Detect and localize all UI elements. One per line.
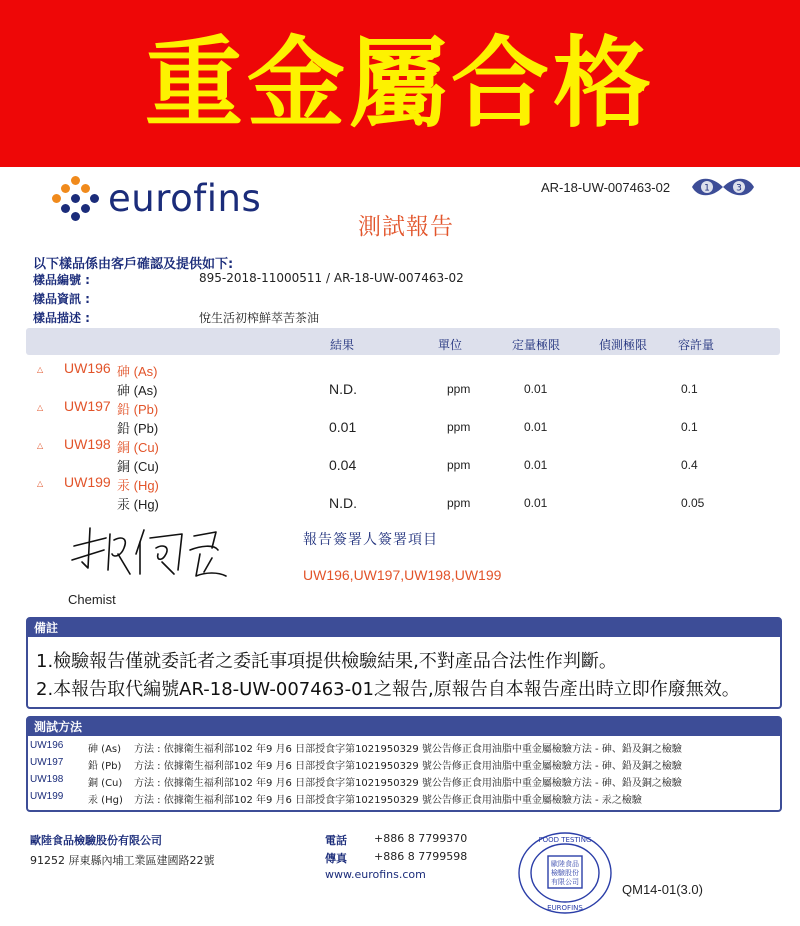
- analyte-name: 鉛 (Pb): [117, 421, 159, 436]
- test-name: 砷 (As): [117, 364, 158, 379]
- method-text: 方法 : 依據衛生福利部102 年9 月6 日部授食字第1021950329 號公告修正食用油脂中重金屬檢驗方法 - 砷、鉛及銅之檢驗: [134, 761, 682, 772]
- method-row: [28, 772, 780, 788]
- sample-desc-label: 樣品描述 :: [33, 311, 90, 325]
- method-text: 方法 : 依據衛生福利部102 年9 月6 日部授食字第1021950329 號公告修正食用油脂中重金屬檢驗方法 - 砷、鉛及銅之檢驗: [134, 778, 682, 789]
- method-analyte: 砷 (As): [88, 744, 122, 755]
- triangle-marker-icon: △: [37, 365, 44, 374]
- methods-title: 測試方法: [28, 718, 780, 736]
- note-line: 2.本報告取代編號AR-18-UW-007463-01之報告,原報告自本報告產出時立即作廢無效。: [36, 679, 740, 700]
- page-current: 1: [704, 183, 710, 194]
- unit-value: ppm: [447, 420, 471, 434]
- eurofins-logo: [52, 176, 261, 220]
- logo-dots-icon: [52, 176, 100, 220]
- sample-id-value: 895-2018-11000511 / AR-18-UW-007463-02: [199, 271, 464, 285]
- report-number: AR-18-UW-007463-02: [541, 180, 671, 195]
- method-code: UW198: [30, 774, 64, 785]
- col-result: 結果: [330, 338, 355, 352]
- analyte-name: 砷 (As): [117, 383, 158, 398]
- handwritten-signature: [66, 524, 246, 584]
- method-code: UW197: [30, 757, 64, 768]
- test-code: UW196: [64, 360, 111, 376]
- sample-desc-value: 悅生活初榨鮮萃苦茶油: [199, 311, 320, 325]
- limit-value: 0.1: [681, 382, 698, 396]
- test-code: UW197: [64, 398, 111, 414]
- sample-intro: 以下樣品係由客戶確認及提供如下:: [33, 257, 234, 272]
- col-lod: 偵測極限: [599, 338, 648, 352]
- method-analyte: 銅 (Cu): [88, 778, 123, 789]
- method-row: [28, 789, 780, 805]
- triangle-marker-icon: △: [37, 441, 44, 450]
- unit-value: ppm: [447, 458, 471, 472]
- footer-tel-label: 電話: [325, 834, 347, 847]
- lab-seal-stamp: [516, 830, 614, 916]
- svg-text:FOOD TESTING: FOOD TESTING: [538, 836, 592, 844]
- analyte-name: 汞 (Hg): [117, 497, 159, 512]
- test-code: UW199: [64, 474, 111, 490]
- form-code: QM14-01(3.0): [622, 882, 703, 897]
- col-limit: 容許量: [678, 338, 715, 352]
- method-row: [28, 738, 780, 754]
- footer-address: 91252 屏東縣內埔工業區建國路22號: [30, 854, 215, 867]
- method-code: UW199: [30, 791, 64, 802]
- method-analyte: 鉛 (Pb): [88, 761, 122, 772]
- method-code: UW196: [30, 740, 64, 751]
- footer-website: www.eurofins.com: [325, 868, 426, 881]
- svg-text:歐陸食品: 歐陸食品: [551, 860, 579, 868]
- page-total: 3: [736, 183, 742, 194]
- loq-value: 0.01: [524, 496, 548, 510]
- document-title: 測試報告: [358, 214, 454, 240]
- method-text: 方法 : 依據衛生福利部102 年9 月6 日部授食字第1021950329 號公告修正食用油脂中重金屬檢驗方法 - 汞之檢驗: [134, 795, 642, 806]
- note-line: 1.檢驗報告僅就委託者之委託事項提供檢驗結果,不對產品合法性作判斷。: [36, 651, 617, 672]
- triangle-marker-icon: △: [37, 479, 44, 488]
- test-name: 汞 (Hg): [117, 478, 159, 493]
- footer-tel: +886 8 7799370: [374, 832, 468, 845]
- signatory-title: 報告簽署人簽署項目: [303, 532, 438, 548]
- logo-wordmark: eurofins: [108, 176, 262, 220]
- sample-id-label: 樣品編號 :: [33, 273, 90, 287]
- loq-value: 0.01: [524, 382, 548, 396]
- svg-text:檢驗股份: 檢驗股份: [551, 869, 579, 877]
- signatory-items: UW196,UW197,UW198,UW199: [303, 567, 502, 583]
- result-value: N.D.: [329, 381, 357, 397]
- sample-info-label: 樣品資訊 :: [33, 292, 90, 306]
- method-row: [28, 755, 780, 771]
- svg-text:有限公司: 有限公司: [551, 878, 579, 886]
- test-name: 鉛 (Pb): [117, 402, 159, 417]
- analyte-name: 銅 (Cu): [117, 459, 159, 474]
- signatory-role: Chemist: [68, 592, 116, 607]
- triangle-marker-icon: △: [37, 403, 44, 412]
- limit-value: 0.4: [681, 458, 698, 472]
- svg-text:EUROFINS: EUROFINS: [547, 904, 583, 912]
- limit-value: 0.05: [681, 496, 705, 510]
- col-loq: 定量極限: [512, 338, 561, 352]
- loq-value: 0.01: [524, 420, 548, 434]
- page-indicator: [690, 178, 756, 196]
- method-text: 方法 : 依據衛生福利部102 年9 月6 日部授食字第1021950329 號公告修正食用油脂中重金屬檢驗方法 - 砷、鉛及銅之檢驗: [134, 744, 682, 755]
- test-name: 銅 (Cu): [117, 440, 159, 455]
- headline-text: 重金屬合格: [144, 26, 655, 141]
- loq-value: 0.01: [524, 458, 548, 472]
- col-unit: 單位: [438, 338, 463, 352]
- result-value: N.D.: [329, 495, 357, 511]
- result-value: 0.01: [329, 419, 357, 435]
- method-analyte: 汞 (Hg): [88, 795, 123, 806]
- unit-value: ppm: [447, 496, 471, 510]
- footer-fax-label: 傳真: [325, 852, 347, 865]
- test-code: UW198: [64, 436, 111, 452]
- footer-company: 歐陸食品檢驗股份有限公司: [30, 834, 162, 847]
- limit-value: 0.1: [681, 420, 698, 434]
- notes-box: [26, 617, 782, 709]
- notes-title: 備註: [28, 619, 780, 637]
- headline-banner: [0, 0, 800, 167]
- results-table-header: [26, 328, 780, 355]
- result-value: 0.04: [329, 457, 357, 473]
- methods-box: [26, 716, 782, 812]
- footer-fax: +886 8 7799598: [374, 850, 468, 863]
- unit-value: ppm: [447, 382, 471, 396]
